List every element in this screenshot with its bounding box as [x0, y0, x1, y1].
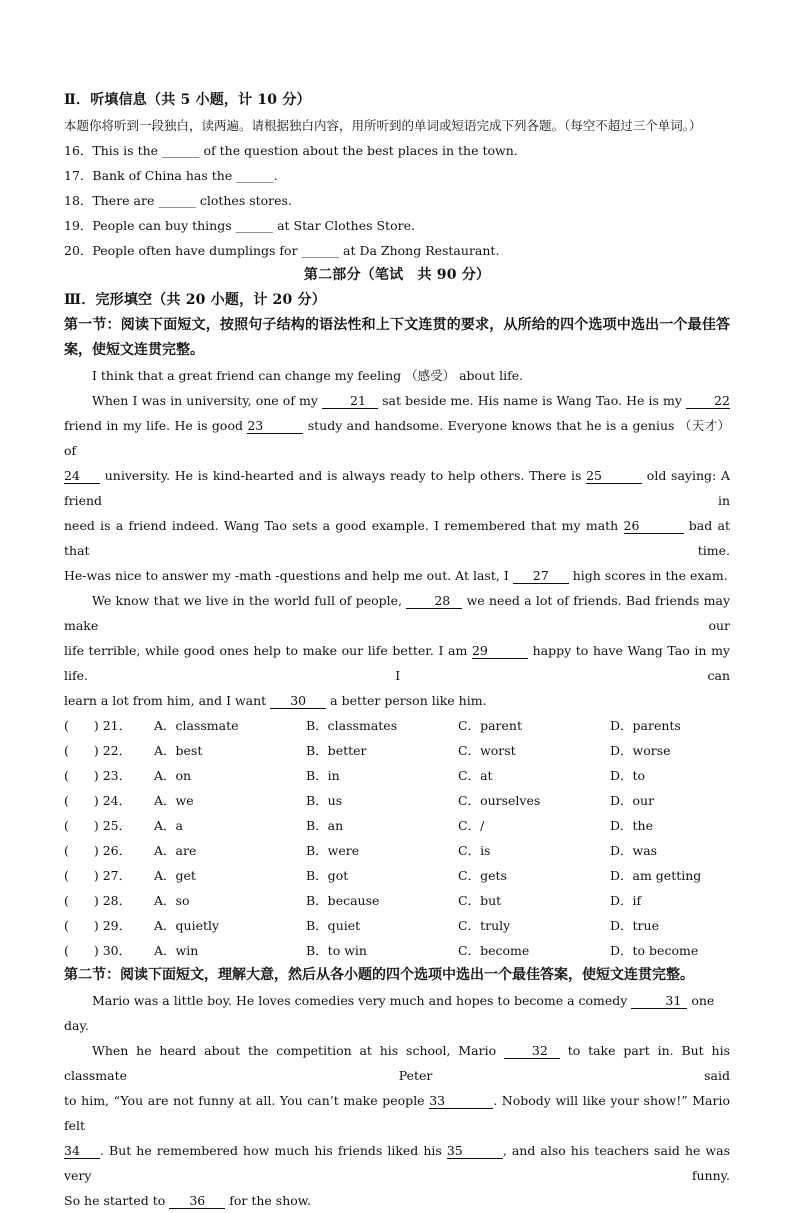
text: high scores in the exam.	[568, 568, 728, 583]
passage1-line: I think that a great friend can change my feeling （感受） about life.	[92, 368, 524, 383]
option-b[interactable]: B．quiet	[306, 918, 361, 933]
option-d[interactable]: D．our	[610, 793, 655, 808]
text: , and also his teachers said he was very funny.	[64, 1143, 730, 1183]
item-text: 20．People often have dumplings for	[64, 243, 302, 258]
question-number: ( ) 27．	[64, 868, 132, 883]
item-text: at Star Clothes Store.	[273, 218, 415, 233]
answer-blank[interactable]: ______	[162, 143, 200, 158]
answer-blank[interactable]: ______	[236, 168, 274, 183]
option-b[interactable]: B．classmates	[306, 718, 398, 733]
passage2-line	[64, 1038, 730, 1088]
option-c[interactable]: C．is	[458, 843, 491, 858]
cloze-heading: Ⅲ．完形填空（共 20 小题，计 20 分）	[64, 292, 326, 308]
blank-31[interactable]: 31	[631, 993, 687, 1009]
option-d[interactable]: D．true	[610, 918, 659, 933]
text: to take part in. But his classmate Peter said	[64, 1043, 730, 1083]
option-c[interactable]: C．ourselves	[458, 793, 541, 808]
option-d[interactable]: D．worse	[610, 743, 671, 758]
text: We know that we live in the world full of people,	[92, 593, 407, 608]
passage1-line	[64, 413, 730, 463]
passage2-line	[64, 1138, 730, 1188]
text: life terrible, while good ones help to make our life better. I am	[64, 643, 472, 658]
blank-21[interactable]: 21	[322, 393, 378, 409]
option-c[interactable]: C．/	[458, 818, 485, 833]
option-row	[64, 713, 730, 738]
text: learn a lot from him, and I want	[64, 693, 271, 708]
option-row	[64, 788, 730, 813]
section2-instructions: 第二节：阅读下面短文，理解大意，然后从各小题的四个选项中选出一个最佳答案，使短文连贯完整。	[64, 967, 694, 983]
option-b[interactable]: B．because	[306, 893, 380, 908]
option-c[interactable]: C．at	[458, 768, 493, 783]
item-text: clothes stores.	[195, 193, 292, 208]
passage2-line	[64, 1188, 730, 1213]
option-a[interactable]: A．so	[154, 893, 190, 908]
text: He-was nice to answer my -math -questions and help me out. At last, I	[64, 568, 513, 583]
option-d[interactable]: D．if	[610, 893, 642, 908]
option-b[interactable]: B．to win	[306, 943, 367, 958]
option-c[interactable]: C．worst	[458, 743, 516, 758]
text: we need a lot of friends. Bad friends may make our	[64, 593, 731, 633]
listening-item	[64, 238, 730, 263]
text: When I was in university, one of my	[92, 393, 323, 408]
text: university. He is kind-hearted and is always ready to help others. There is	[100, 468, 587, 483]
passage1-line	[64, 638, 730, 688]
option-c[interactable]: C．truly	[458, 918, 511, 933]
blank-25[interactable]: 25	[586, 468, 642, 484]
listening-heading: Ⅱ．听填信息（共 5 小题，计 10 分）	[64, 92, 311, 108]
passage2-line	[64, 988, 730, 1038]
question-number: ( ) 28．	[64, 893, 132, 908]
option-c[interactable]: C．gets	[458, 868, 507, 883]
option-a[interactable]: A．on	[154, 768, 192, 783]
question-number: ( ) 26．	[64, 843, 132, 858]
question-number: ( ) 23．	[64, 768, 132, 783]
option-b[interactable]: B．were	[306, 843, 360, 858]
blank-24[interactable]: 24	[64, 468, 100, 484]
listening-item	[64, 188, 730, 213]
option-b[interactable]: B．in	[306, 768, 340, 783]
item-text: 17．Bank of China has the	[64, 168, 237, 183]
blank-32[interactable]: 32	[504, 1043, 560, 1059]
option-row	[64, 763, 730, 788]
text: When he heard about the competition at his school, Mario	[92, 1043, 504, 1058]
passage1-line	[64, 463, 730, 513]
exam-page	[64, 88, 730, 1213]
text: happy to have Wang Tao in my life. I can	[64, 643, 730, 683]
option-d[interactable]: D．to	[610, 768, 646, 783]
option-row	[64, 913, 730, 938]
option-row	[64, 813, 730, 838]
text: So he started to	[64, 1193, 170, 1208]
listening-instructions: 本题你将听到一段独白，读两遍。请根据独白内容，用所听到的单词或短语完成下列各题。（每空不超过三个单词。）	[64, 118, 702, 133]
question-number: ( ) 22．	[64, 743, 132, 758]
passage1-line	[64, 563, 730, 588]
option-b[interactable]: B．us	[306, 793, 343, 808]
item-text: 18．There are	[64, 193, 159, 208]
blank-27[interactable]: 27	[513, 568, 569, 584]
option-a[interactable]: A．quietly	[154, 918, 220, 933]
listening-items	[64, 138, 730, 263]
option-a[interactable]: A．get	[154, 868, 196, 883]
blank-35[interactable]: 35	[447, 1143, 503, 1159]
listening-item	[64, 138, 730, 163]
option-row	[64, 738, 730, 763]
option-d[interactable]: D．am getting	[610, 868, 702, 883]
text: bad at that time.	[64, 518, 730, 558]
option-d[interactable]: D．was	[610, 843, 658, 858]
passage2-line	[64, 1088, 730, 1138]
blank-28[interactable]: 28	[406, 593, 462, 609]
passage1-line	[64, 388, 730, 413]
text: . But he remembered how much his friends liked his	[100, 1143, 447, 1158]
blank-22[interactable]: 22	[686, 393, 730, 409]
blank-34[interactable]: 34	[64, 1143, 100, 1159]
text: for the show.	[225, 1193, 311, 1208]
option-b[interactable]: B．got	[306, 868, 349, 883]
cloze-options	[64, 713, 730, 963]
passage1-line	[64, 588, 730, 638]
option-c[interactable]: C．become	[458, 943, 530, 958]
option-b[interactable]: B．an	[306, 818, 344, 833]
option-a[interactable]: A．best	[154, 743, 203, 758]
blank-26[interactable]: 26	[624, 518, 684, 534]
item-text: of the question about the best places in the town.	[199, 143, 518, 158]
text: friend in my life. He is good	[64, 418, 248, 433]
option-row	[64, 863, 730, 888]
question-number: ( ) 29．	[64, 918, 132, 933]
text: old saying: A friend in	[64, 468, 730, 508]
item-text: 19．People can buy things	[64, 218, 236, 233]
option-c[interactable]: C．but	[458, 893, 502, 908]
section1-instructions: 第一节：阅读下面短文，按照句子结构的语法性和上下文连贯的要求，从所给的四个选项中选出一个最佳答案，使短文连贯完整。	[64, 317, 730, 358]
option-d[interactable]: D．to become	[610, 943, 699, 958]
part2-title: 第二部分（笔试 共 90 分）	[303, 267, 491, 283]
option-a[interactable]: A．are	[154, 843, 197, 858]
option-a[interactable]: A．win	[154, 943, 199, 958]
blank-30[interactable]: 30	[270, 693, 326, 709]
answer-blank[interactable]: ______	[301, 243, 340, 258]
option-b[interactable]: B．better	[306, 743, 367, 758]
option-a[interactable]: A．we	[154, 793, 194, 808]
text: Mario was a little boy. He loves comedies very much and hopes to become a comedy	[92, 993, 632, 1008]
option-a[interactable]: A．a	[154, 818, 183, 833]
text: . Nobody will like your show!” Mario felt	[64, 1093, 731, 1133]
question-number: ( ) 30．	[64, 943, 132, 958]
blank-36[interactable]: 36	[169, 1193, 225, 1209]
option-a[interactable]: A．classmate	[154, 718, 239, 733]
passage1-line	[64, 688, 730, 713]
blank-23[interactable]: 23	[247, 418, 303, 434]
listening-item	[64, 163, 730, 188]
text: sat beside me. His name is Wang Tao. He is my	[378, 393, 686, 408]
option-d[interactable]: D．the	[610, 818, 653, 833]
option-row	[64, 838, 730, 863]
option-row	[64, 938, 730, 963]
option-c[interactable]: C．parent	[458, 718, 522, 733]
blank-29[interactable]: 29	[472, 643, 528, 659]
question-number: ( ) 25．	[64, 818, 132, 833]
text: a better person like him.	[326, 693, 487, 708]
item-text: 16．This is the	[64, 143, 163, 158]
listening-item	[64, 213, 730, 238]
item-text: at Da Zhong Restaurant.	[339, 243, 500, 258]
question-number: ( ) 21．	[64, 718, 132, 733]
answer-blank[interactable]: ______	[235, 218, 274, 233]
option-d[interactable]: D．parents	[610, 718, 681, 733]
option-row	[64, 888, 730, 913]
blank-33[interactable]: 33	[429, 1093, 493, 1109]
answer-blank[interactable]: ______	[158, 193, 196, 208]
text: to him, “You are not funny at all. You can’t make people	[64, 1093, 430, 1108]
text: need is a friend indeed. Wang Tao sets a good example. I remembered that my math	[64, 518, 624, 533]
passage1-line	[64, 513, 730, 563]
item-text: .	[273, 168, 278, 183]
text: one day.	[64, 993, 715, 1033]
text: study and handsome. Everyone knows that he is a genius （天才） of	[64, 418, 730, 458]
question-number: ( ) 24．	[64, 793, 132, 808]
